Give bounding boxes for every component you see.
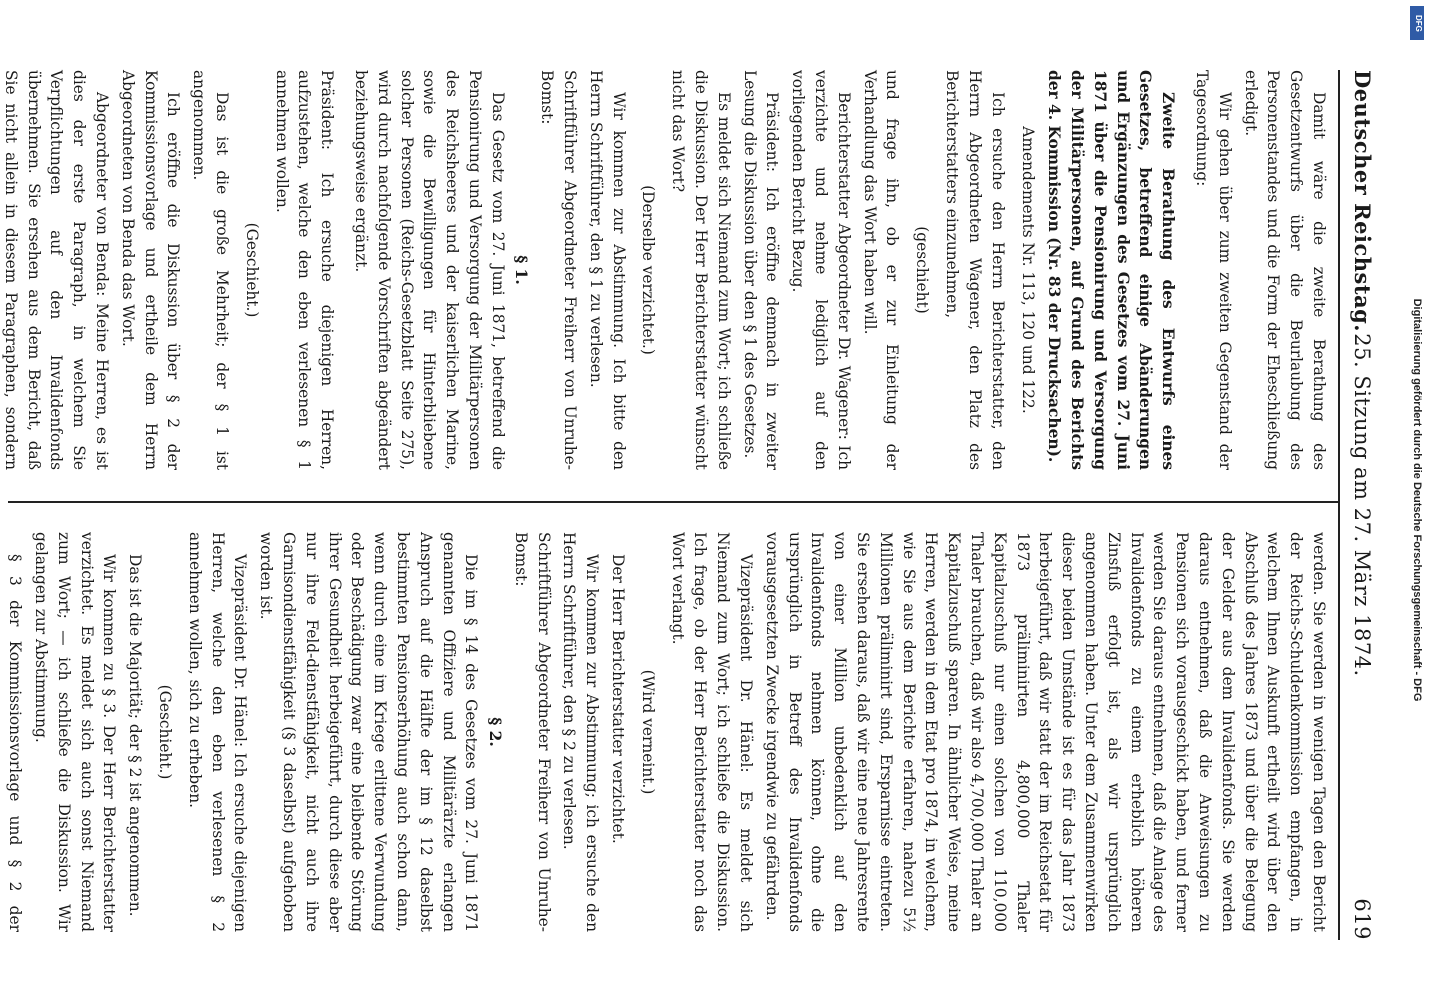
paragraph: Ich eröffne die Diskussion über § 2 der Kommissionsvorlage und ertheile dem Herrn Abgeordneten von Benda das Wort.: [118, 70, 183, 470]
paragraph: und frage ihn, ob er zur Einleitung der Verhandlung das Wort haben will.: [860, 70, 902, 470]
stage-direction: (geschieht): [913, 226, 932, 314]
paragraph: Wir gehen über zum zweiten Gegenstand der Tagesordnung:: [1193, 70, 1234, 470]
header-publication: Deutscher Reichstag.: [1350, 70, 1375, 333]
paragraph: Der Herr Berichterstatter verzichtet.: [609, 554, 628, 844]
paragraph: Das ist die große Mehrheit; der § 1 ist angenommen.: [190, 70, 231, 470]
left-column: [1, 70, 1330, 470]
speaker-paragraph: Präsident: Ich ersuche diejenigen Herren, aufzustehen, welche den eben verlesenen § 1 annehmen wollen.: [272, 70, 337, 470]
statute-text: Das Gesetz vom 27. Juni 1871, betreffend die Pensionirung und Versorgung der Militärpersonen des Reichsheeres und der kaiserlichen Marine, sowie die Bewilligungen für Hinterbliebene solcher Personen (Reichs-Gesetzblatt Seite 275), wird durch nachfolgende Vorschriften abgeändert beziehungsweise ergänzt.: [351, 70, 507, 470]
paragraph: Damit wäre die zweite Berathung des Gesetzentwurfs über die Beurlaubung des Personenstandes und die Form der Eheschließung erledigt.: [1241, 70, 1328, 470]
speaker-paragraph: Schriftführer Abgeordneter Freiherr von Unruhe-Bomst:: [511, 532, 553, 932]
paragraph: § 3 der Kommissionsvorlage und § 2 der: [6, 554, 25, 932]
dfg-funding-text: Digitalisierung gefördert durch die Deutsche Forschungsgemeinschaft - DFG: [1411, 298, 1423, 702]
speaker-paragraph: Präsident: Ich eröffne demnach in zweiter Lesung die Diskussion über den § 1 des Gesetzes.: [740, 70, 782, 470]
statute-text: Die im § 14 des Gesetzes vom 27. Juni 1871 genannten Offiziere und Militärärzte erlangen Anspruch auf die Hälfte der im § 12 daselbst bestimmten Pensionserhöhung auch schon dann, wenn durch eine im Kriege erlittene Verwundung oder Beschädigung zwar eine bleibende Störung ihrer Gesundheit herbeigeführt, durch diese aber nur ihre Feld-dienstfähigkeit, nicht auch ihre Garnisondienstfähigkeit (§ 3 daselbst) aufgehoben worden ist.: [257, 532, 481, 932]
stage-direction: (Geschieht.): [155, 684, 174, 780]
speaker-paragraph: Vizepräsident Dr. Hänel: Ich ersuche diejenigen Herren, welche den eben verlesenen § 2 annehmen wollen, sich zu erheben.: [185, 532, 250, 932]
header-session: 25. Sitzung am 27. März 1874.: [1350, 333, 1374, 677]
paragraph: Ich ersuche den Herrn Berichterstatter, den Herrn Abgeordneten Wagener, den Platz des Berichterstatters einzunehmen,: [943, 70, 1007, 470]
speaker-paragraph: Schriftführer Abgeordneter Freiherr von Unruhe-Bomst:: [538, 70, 580, 470]
paragraph: Wir kommen zu § 3. Der Herr Berichterstatter verzichtet. Es meldet sich auch sonst Niemand zum Wort; — ich schließe die Diskussion. Wir gelangen zur Abstimmung.: [31, 532, 119, 932]
paragraph: Wir kommen zur Abstimmung. Ich bitte den Herrn Schriftführer, den § 1 zu verlesen.: [586, 70, 628, 470]
stage-direction: (Geschieht.): [242, 222, 261, 318]
section-heading: § 2.: [486, 717, 505, 747]
agenda-item-title: Zweite Berathung des Entwurfs eines Gesetzes, betreffend einige Abänderungen und Ergänzungen des Gesetzes vom 27. Juni 1871 über die Pensionirung und Versorgung der Militärpersonen, auf Grund des Berichts der 4. Kommission (Nr. 83 der Drucksachen).: [1045, 70, 1178, 470]
stage-direction: (Derselbe verzichtet.): [639, 185, 658, 355]
section-heading: § 1.: [512, 255, 531, 285]
paragraph: Wir kommen zur Abstimmung; ich ersuche den Herrn Schriftführer, den § 2 zu verlesen.: [560, 532, 602, 932]
page-header: [1338, 70, 1394, 940]
dfg-funding-stripe: [1402, 0, 1432, 1000]
stage-direction: (Wird verneint.): [638, 669, 657, 795]
paragraph: werden. Sie werden in wenigen Tagen den Bericht der Reichs-Schuldenkommission empfangen, in welchem Ihnen Auskunft ertheilt wird über den Abschluß des Jahres 1873 und über die Belegung der Gelder aus dem Invalidenfonds. Sie werden daraus entnehmen, daß die Anweisungen zu Pensionen sich vorausgeschickt haben, und ferner werden Sie daraus entnehmen, daß die Anlage des Invalidenfonds zu einem erheblich höheren Zinsfuß erfolgt ist, als wir ursprünglich angenommen haben. Unter dem Zusammenwirken dieser beiden Umstände ist es für das Jahr 1873 herbeigeführt, daß wir statt der im Reichsetat für 1873 präliminirten 4,800,000 Thaler Kapitalzuschuß nur einen solchen von 110,000 Thaler brauchen, daß wir also 4,700,000 Thaler an Kapitalzuschuß sparen. In ähnlicher Weise, meine Herren, werden in dem Etat pro 1874, in welchem, wie Sie aus dem Berichte erfahren, nahezu 5½ Millionen präliminirt sind, Ersparnisse eintreten. Sie ersehen daraus, daß wir eine neue Jahresrente von einer Million unbedenklich auf den Invalidenfonds nehmen können, ohne die ursprünglich in Betreff des Invalidenfonds vorausgesetzten Zwecke irgendwie zu gefährden.: [762, 532, 1328, 932]
dfg-logo: DFG: [1410, 6, 1424, 40]
speaker-paragraph: Berichterstatter Abgeordneter Dr. Wagener: Ich verzichte und nehme lediglich auf den vorliegenden Bericht Bezug.: [789, 70, 853, 470]
amendments-line: Amendements Nr. 113, 120 und 122.: [1019, 126, 1038, 414]
page-number: 619: [1350, 898, 1374, 940]
speaker-paragraph: Vizepräsident Dr. Hänel: Es meldet sich Niemand zum Wort; ich schließe die Diskussion. Ich frage, ob der Herr Berichterstatter noch das Wort verlangt.: [668, 532, 756, 932]
right-column: [6, 532, 1330, 932]
paragraph: Das ist die Majorität; der § 2 ist angenommen.: [126, 554, 145, 917]
speaker-paragraph: Abgeordneter von Benda: Meine Herren, es ist dies der erste Paragraph, in welchem Sie Verpflichtungen auf den Invalidenfonds übernehmen. Sie ersehen aus dem Bericht, daß Sie nicht allein in diesem Paragraphen, sondern: [1, 70, 111, 470]
paragraph: Es meldet sich Niemand zum Wort; ich schließe die Diskussion. Der Herr Berichterstatter wünscht nicht das Wort?: [669, 70, 733, 470]
column-divider: [8, 501, 1338, 503]
